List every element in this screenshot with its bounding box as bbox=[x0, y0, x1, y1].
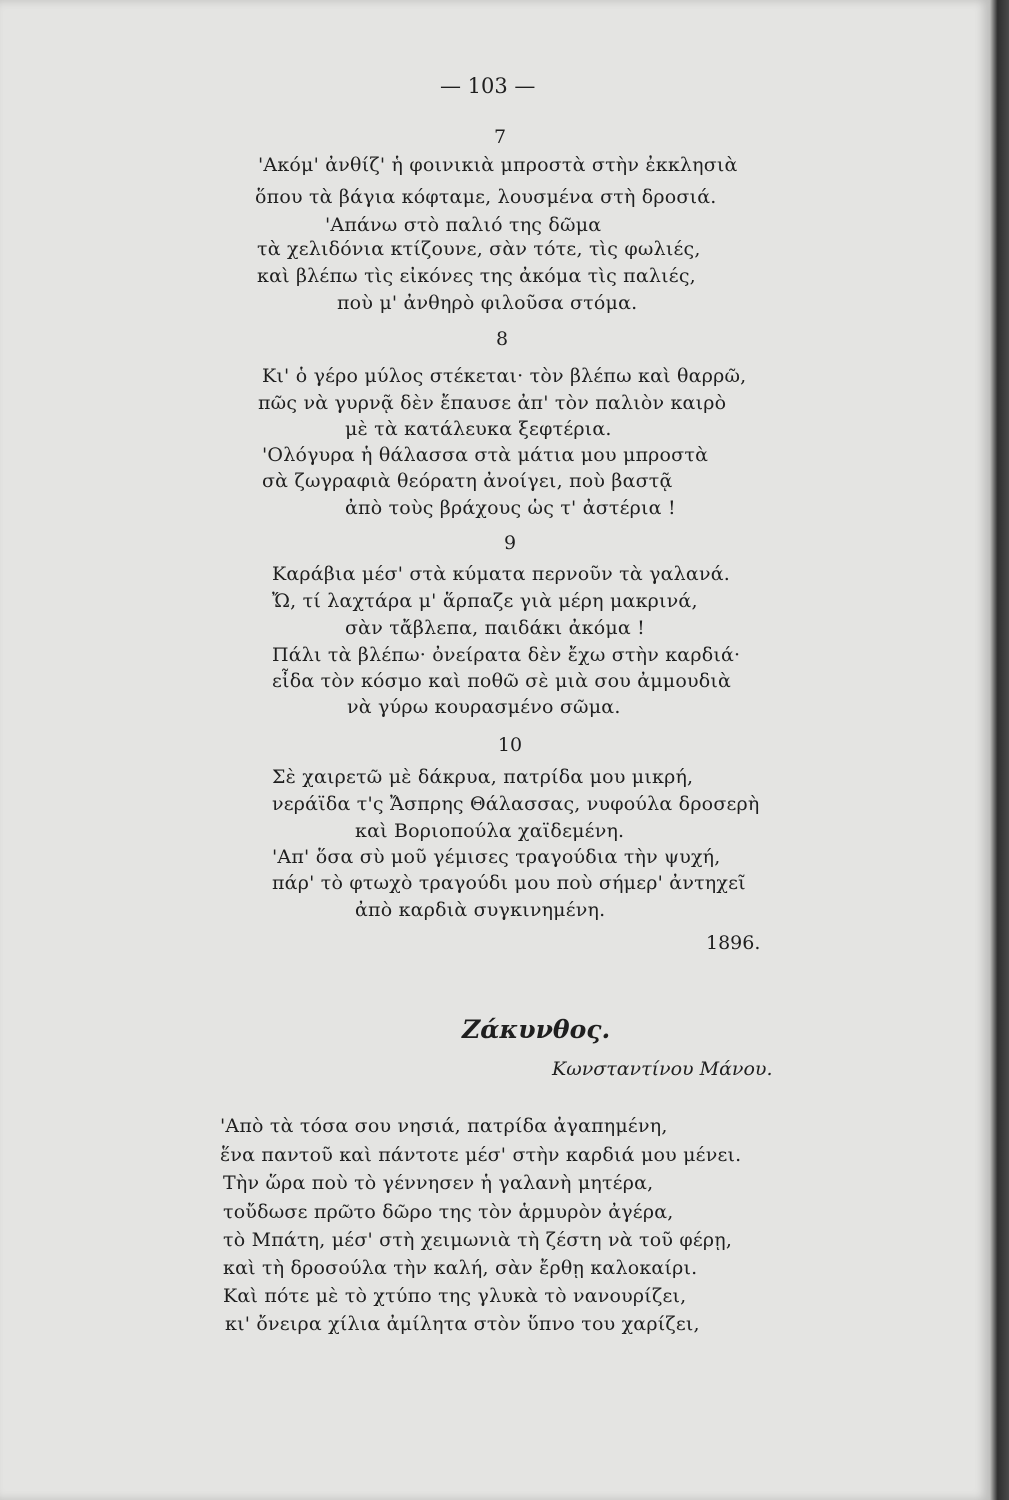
verse-line: τὰ χελιδόνια κτίζουνε, σὰν τότε, τὶς φωλιές, bbox=[257, 238, 701, 260]
stanza-number: 8 bbox=[495, 328, 509, 350]
verse-line: 'Απ' ὅσα σὺ μοῦ γέμισες τραγούδια τὴν ψυχή, bbox=[272, 846, 721, 868]
poem-title: Ζάκυνθος. bbox=[462, 1015, 611, 1044]
verse-line: νεράϊδα τ'ς Ἄσπρης Θάλασσας, νυφούλα δροσερὴ bbox=[272, 793, 760, 815]
verse-line: μὲ τὰ κατάλευκα ξεφτέρια. bbox=[345, 418, 612, 440]
stanza-number: 7 bbox=[493, 126, 507, 148]
verse-line: καὶ βλέπω τὶς εἰκόνες της ἀκόμα τὶς παλιές, bbox=[257, 265, 696, 287]
verse-line: καὶ τὴ δροσούλα τὴν καλή, σὰν ἔρθῃ καλοκαίρι. bbox=[223, 1257, 698, 1279]
stanza-number: 10 bbox=[497, 734, 523, 756]
poem-date: 1896. bbox=[706, 932, 761, 954]
verse-line: Τὴν ὥρα ποὺ τὸ γέννησεν ἡ γαλανὴ μητέρα, bbox=[223, 1172, 654, 1194]
verse-line: ὅπου τὰ βάγια κόφταμε, λουσμένα στὴ δροσιά. bbox=[255, 186, 717, 208]
verse-line: ἀπὸ τοὺς βράχους ὡς τ' ἀστέρια ! bbox=[345, 497, 676, 519]
verse-line: 'Ακόμ' ἀνθίζ' ἡ φοινικιὰ μπροστὰ στὴν ἐκκλησιὰ bbox=[258, 154, 738, 176]
verse-line: 'Ολόγυρα ἡ θάλασσα στὰ μάτια μου μπροστὰ bbox=[262, 444, 709, 466]
verse-line: ἀπὸ καρδιὰ συγκινημένη. bbox=[355, 899, 606, 921]
verse-line: σὰν τἄβλεπα, παιδάκι ἀκόμα ! bbox=[345, 617, 645, 639]
verse-line: εἶδα τὸν κόσμο καὶ ποθῶ σὲ μιὰ σου ἀμμουδιὰ bbox=[272, 670, 732, 692]
verse-line: Σὲ χαιρετῶ μὲ δάκρυα, πατρίδα μου μικρή, bbox=[272, 766, 694, 788]
verse-line: Κι' ὁ γέρο μύλος στέκεται· τὸν βλέπω καὶ θαρρῶ, bbox=[262, 365, 747, 387]
verse-line: Πάλι τὰ βλέπω· ὀνείρατα δὲν ἔχω στὴν καρδιά· bbox=[272, 644, 741, 666]
verse-line: πάρ' τὸ φτωχὸ τραγούδι μου ποὺ σήμερ' ἀντηχεῖ bbox=[272, 872, 746, 894]
verse-line: ποὺ μ' ἀνθηρὸ φιλοῦσα στόμα. bbox=[337, 292, 638, 314]
stanza-number: 9 bbox=[503, 532, 517, 554]
verse-line: κι' ὄνειρα χίλια ἀμίλητα στὸν ὕπνο του χαρίζει, bbox=[225, 1313, 700, 1335]
verse-line: 'Απὸ τὰ τόσα σου νησιά, πατρίδα ἀγαπημένη, bbox=[220, 1115, 668, 1137]
verse-line: Ὤ, τί λαχτάρα μ' ἅρπαζε γιὰ μέρη μακρινά, bbox=[272, 590, 698, 612]
verse-line: ἕνα παντοῦ καὶ πάντοτε μέσ' στὴν καρδιά μου μένει. bbox=[220, 1144, 742, 1166]
verse-line: Καὶ πότε μὲ τὸ χτύπο της γλυκὰ τὸ νανουρίζει, bbox=[223, 1285, 687, 1307]
verse-line: νὰ γύρω κουρασμένο σῶμα. bbox=[347, 696, 621, 718]
verse-line: καὶ Βοριοπούλα χαϊδεμένη. bbox=[355, 820, 625, 842]
verse-line: τὸ Μπάτη, μέσ' στὴ χειμωνιὰ τὴ ζέστη νὰ τοῦ φέρῃ, bbox=[223, 1229, 733, 1251]
verse-line: Καράβια μέσ' στὰ κύματα περνοῦν τὰ γαλανά. bbox=[272, 563, 730, 585]
page-number: — 103 — bbox=[440, 74, 536, 98]
verse-line: πῶς νὰ γυρνᾷ δὲν ἔπαυσε ἀπ' τὸν παλιὸν καιρὸ bbox=[258, 392, 727, 414]
verse-line: 'Απάνω στὸ παλιό της δῶμα bbox=[325, 214, 602, 236]
poem-author: Κωνσταντίνου Μάνου. bbox=[552, 1058, 773, 1080]
verse-line: σὰ ζωγραφιὰ θεόρατη ἀνοίγει, ποὺ βαστᾷ bbox=[262, 470, 673, 492]
page-edge bbox=[990, 0, 1009, 1500]
verse-line: τοὔδωσε πρῶτο δῶρο της τὸν ἁρμυρὸν ἀγέρα, bbox=[223, 1201, 674, 1223]
